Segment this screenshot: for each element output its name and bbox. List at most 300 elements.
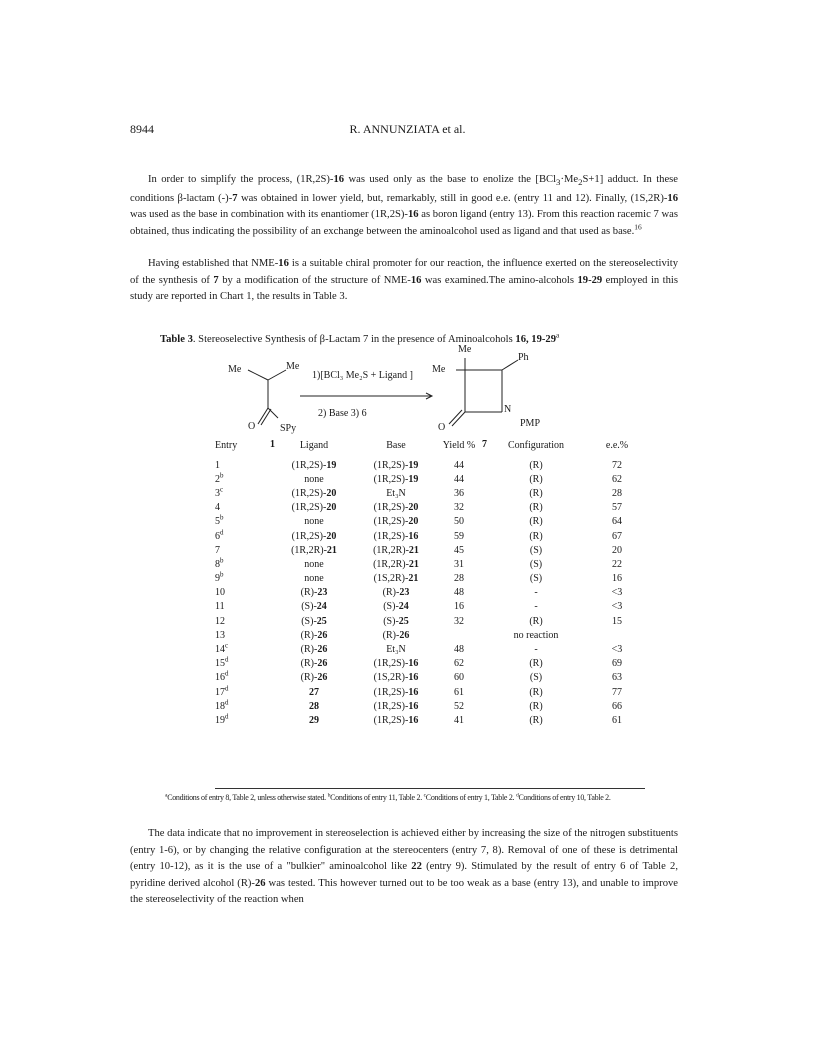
cell-configuration: - [534, 644, 538, 656]
cell-ee: <3 [611, 644, 623, 656]
step-1-reagents: 1)[BCl₃ Me₂S + Ligand ] [312, 370, 413, 381]
cell-yield: 48 [454, 644, 464, 656]
ligand-compound: 26 [317, 629, 328, 641]
cell-ligand [273, 529, 355, 543]
text: is a suitable chiral promoter for our reaction, the influence exerted on the stereoselectivity of the synthesis of [130, 258, 678, 286]
cell-base [355, 671, 437, 685]
product-compound-number: 7 [482, 439, 487, 450]
base-compound: 19 [408, 473, 419, 485]
col-header-entry: Entry [215, 440, 238, 451]
ligand-config: (R)- [300, 629, 318, 641]
cell-base [355, 628, 437, 642]
cell-yield: 59 [454, 530, 464, 542]
cell-base [355, 614, 437, 628]
text: S+1] adduct. In these conditions β-lactam (-)- [130, 174, 678, 204]
ligand-config: (S)- [301, 615, 317, 627]
base-config: (S)- [383, 601, 399, 613]
compound-ref: 7 [213, 274, 219, 286]
cell-ligand [273, 628, 355, 642]
base-config: (1R,2S)- [373, 473, 409, 485]
ligand-config: (1R,2R)- [291, 544, 327, 556]
cell-entry [215, 657, 273, 671]
cell-ee: 62 [612, 473, 622, 485]
footnote-text: Conditions of entry 8, Table 2, unless otherwise stated. [167, 793, 328, 802]
table-row [215, 699, 643, 713]
table-row [215, 515, 643, 529]
cell-entry [215, 529, 273, 543]
cell-ligand [273, 486, 355, 500]
text: employed in this study are reported in Chart 1, the results in Table 3. [130, 274, 678, 303]
cell-ligand [273, 458, 355, 472]
entry-number: 15 [215, 658, 225, 670]
table-row [215, 614, 643, 628]
ligand-compound: 29 [309, 714, 319, 726]
cell-ee: 57 [612, 502, 622, 514]
cell-entry [215, 614, 273, 628]
base-config: (1R,2S)- [373, 516, 409, 528]
cell-entry [215, 671, 273, 685]
table-row [215, 529, 643, 543]
cell-configuration: (R) [529, 530, 543, 542]
paragraph-2 [130, 256, 678, 306]
cell-ee: 20 [612, 544, 622, 556]
cell-base [355, 557, 437, 571]
cell-ligand [273, 713, 355, 727]
entry-number: 3 [215, 487, 220, 499]
ligand-compound: 25 [316, 615, 327, 627]
footnote-rule [215, 788, 645, 789]
cell-ee: 22 [612, 558, 622, 570]
paragraph-1 [130, 172, 678, 240]
cell-configuration: (R) [529, 459, 543, 471]
table-row [215, 501, 643, 515]
product-pmp: PMP [520, 418, 541, 429]
cell-ligand [273, 614, 355, 628]
caption-text: . Stereoselective Synthesis of β-Lactam 7 in the presence of Aminoalcohols [192, 334, 516, 345]
cell-entry [215, 472, 273, 486]
base-compound: 26 [399, 629, 410, 641]
cell-entry [215, 501, 273, 515]
running-header-author: R. ANNUNZIATA et al. [349, 122, 466, 136]
entry-footnote-mark: d [225, 670, 229, 679]
base-compound: 16 [408, 700, 419, 712]
ligand-compound: 28 [309, 700, 319, 712]
cell-ee: 66 [612, 700, 622, 712]
cell-yield: 44 [454, 473, 464, 485]
cell-configuration: (R) [529, 473, 543, 485]
ligand-config: (R)- [300, 672, 318, 684]
entry-number: 18 [215, 700, 225, 712]
compound-ref: 16 [278, 258, 289, 269]
entry-footnote-mark: b [220, 514, 224, 523]
compound-ref: 26 [254, 877, 266, 889]
cell-ligand [273, 515, 355, 529]
text: ·Me [560, 174, 579, 185]
cell-entry [215, 515, 273, 529]
results-table [215, 440, 643, 728]
caption-compound-refs: 16, 19-29 [515, 334, 557, 345]
page-number: 8944 [130, 122, 154, 136]
cell-base [355, 699, 437, 713]
product-methyl-left: Me [432, 364, 446, 375]
ligand-compound: 24 [316, 601, 327, 613]
cell-ligand [273, 671, 355, 685]
cell-base [355, 642, 437, 656]
cell-entry [215, 642, 273, 656]
cell-yield: 32 [454, 502, 464, 514]
ligand-compound: 19 [326, 459, 337, 471]
table-caption [160, 330, 560, 345]
base-config: Et₃N [386, 487, 406, 499]
footnote-text: Conditions of entry 11, Table 2. [330, 793, 424, 802]
ligand-config: (1R,2S)- [291, 459, 327, 471]
cell-entry [215, 699, 273, 713]
text: was used as the base in combination with its enantiomer (1R,2S)- [130, 209, 408, 221]
ligand-config: none [304, 558, 324, 570]
entry-number: 10 [215, 587, 225, 599]
cell-yield: 16 [454, 601, 464, 613]
table-label: Table 3 [160, 334, 193, 345]
compound-ref: 19-29 [577, 274, 603, 286]
compound-ref: 16 [410, 274, 422, 286]
entry-number: 5 [215, 516, 220, 528]
ligand-compound: 20 [326, 502, 337, 514]
cell-yield: 45 [454, 544, 464, 556]
cell-base [355, 543, 437, 557]
ligand-config: (1R,2S)- [291, 530, 327, 542]
sm-compound-number: 1 [270, 439, 275, 450]
base-compound: 16 [408, 530, 419, 542]
entry-footnote-mark: d [225, 684, 229, 693]
entry-number: 14 [215, 644, 225, 656]
ligand-compound: 26 [317, 644, 328, 656]
ligand-compound: 26 [317, 658, 328, 670]
col-header-ee: e.e.% [605, 440, 629, 451]
ligand-compound: 21 [326, 544, 337, 556]
cell-configuration: (R) [529, 487, 543, 499]
base-config: (1R,2S)- [373, 459, 409, 471]
base-config: (1R,2S)- [373, 530, 409, 542]
entry-number: 8 [215, 558, 220, 570]
sm-oxygen: O [248, 421, 256, 432]
ligand-config: (R)- [300, 644, 318, 656]
col-header-configuration: Configuration [507, 440, 565, 451]
cell-base [355, 458, 437, 472]
base-config: (S)- [383, 615, 399, 627]
cell-base [355, 515, 437, 529]
cell-entry [215, 628, 273, 642]
cell-entry [215, 685, 273, 699]
table-row [215, 458, 643, 472]
base-compound: 25 [398, 615, 409, 627]
cell-entry [215, 458, 273, 472]
ligand-compound: 26 [317, 672, 328, 684]
table-row [215, 600, 643, 614]
table-row [215, 671, 643, 685]
cell-yield: 41 [454, 714, 464, 726]
cell-configuration: (R) [529, 516, 543, 528]
base-config: (R)- [382, 587, 400, 599]
entry-footnote-mark: d [225, 698, 229, 707]
sm-spy: SPy [280, 423, 297, 434]
product-oxygen: O [438, 422, 446, 433]
table-row [215, 486, 643, 500]
table-row [215, 628, 643, 642]
paragraph-3 [130, 826, 678, 909]
base-config: (1R,2S)- [373, 502, 409, 514]
entry-footnote-mark: c [220, 485, 224, 494]
cell-base [355, 657, 437, 671]
text: was tested. This however turned out to be too weak as a base (entry 13), and unable to improve the stereoselectivity of the reaction when [130, 877, 678, 906]
table-header-row [215, 440, 643, 458]
entry-number: 16 [215, 672, 225, 684]
cell-entry [215, 586, 273, 600]
cell-entry [215, 543, 273, 557]
reference-superscript: 16 [634, 222, 642, 232]
ligand-compound: 27 [309, 686, 319, 698]
cell-ligand [273, 572, 355, 586]
text: was examined.The amino-alcohols [421, 274, 578, 286]
cell-yield: 62 [454, 658, 464, 670]
entry-footnote-mark: d [220, 528, 224, 537]
base-config: (1S,2R)- [373, 573, 409, 585]
subscript: 2 [578, 177, 583, 188]
cell-configuration: (R) [529, 714, 543, 726]
table-row [215, 657, 643, 671]
cell-entry [215, 557, 273, 571]
entry-footnote-mark: b [220, 570, 224, 579]
compound-ref: 16 [667, 192, 678, 204]
cell-yield: 44 [454, 459, 464, 471]
footnote-text: Conditions of entry 1, Table 2. [425, 793, 516, 802]
cell-yield: 28 [454, 573, 464, 585]
cell-ligand [273, 557, 355, 571]
cell-configuration: (R) [529, 502, 543, 514]
product-nitrogen: N [504, 404, 512, 415]
table-row [215, 543, 643, 557]
step-2-3-reagents: 2) Base 3) 6 [318, 408, 367, 419]
compound-ref: 22 [411, 861, 422, 873]
base-compound: 20 [408, 502, 419, 514]
base-compound: 21 [408, 573, 419, 585]
entry-number: 9 [215, 573, 220, 585]
col-header-base: Base [386, 440, 406, 451]
table-row [215, 685, 643, 699]
footnote-mark: d [515, 792, 519, 799]
base-config: Et₃N [386, 644, 406, 656]
base-config: (R)- [382, 629, 400, 641]
cell-entry [215, 600, 273, 614]
ligand-config: (1R,2S)- [291, 502, 327, 514]
product-methyl-top: Me [458, 344, 472, 355]
base-config: (1R,2S)- [373, 658, 409, 670]
cell-base [355, 572, 437, 586]
base-config: (1R,2S)- [373, 714, 409, 726]
entry-number: 6 [215, 530, 220, 542]
entry-number: 12 [215, 615, 225, 627]
cell-ligand [273, 685, 355, 699]
base-config: (1R,2R)- [373, 544, 409, 556]
cell-configuration: (R) [529, 658, 543, 670]
text: was used only as the base to enolize the [BCl [344, 174, 557, 185]
cell-configuration: no reaction [513, 629, 559, 641]
base-compound: 24 [398, 601, 409, 613]
cell-ligand [273, 586, 355, 600]
subscript: 3 [556, 177, 561, 188]
table-row [215, 586, 643, 600]
table-footnotes [165, 793, 611, 802]
sm-methyl-left: Me [228, 364, 242, 375]
cell-yield: 60 [454, 672, 464, 684]
cell-base [355, 529, 437, 543]
table-row [215, 557, 643, 571]
cell-configuration: (R) [529, 686, 543, 698]
entry-footnote-mark: c [225, 641, 229, 650]
cell-ligand [273, 642, 355, 656]
cell-yield: 32 [454, 615, 464, 627]
cell-base [355, 600, 437, 614]
col-header-yield: Yield % [442, 440, 476, 451]
compound-ref: 7 [232, 192, 238, 204]
cell-configuration: - [534, 601, 538, 613]
cell-ee: 16 [612, 573, 622, 585]
cell-yield: 52 [454, 700, 464, 712]
cell-yield: 48 [454, 587, 464, 599]
ligand-config: none [304, 573, 324, 585]
compound-ref: 16 [333, 174, 345, 185]
ligand-config: none [304, 516, 324, 528]
col-header-ligand: Ligand [299, 440, 329, 451]
entry-number: 2 [215, 473, 220, 485]
entry-footnote-mark: d [225, 655, 229, 664]
base-config: (1R,2S)- [373, 700, 409, 712]
cell-base [355, 501, 437, 515]
ligand-compound: 20 [326, 487, 337, 499]
cell-yield [437, 628, 481, 642]
cell-base [355, 713, 437, 727]
compound-ref: 16 [407, 209, 419, 221]
cell-configuration: (S) [529, 544, 543, 556]
entry-number: 7 [215, 544, 220, 556]
footnote-mark: c [423, 792, 426, 799]
cell-yield: 36 [454, 487, 464, 499]
ligand-compound: 23 [317, 587, 328, 599]
cell-yield: 61 [454, 686, 464, 698]
caption-footnote-mark: a [556, 330, 560, 340]
cell-base [355, 486, 437, 500]
base-compound: 21 [408, 558, 419, 570]
cell-configuration: (S) [529, 672, 543, 684]
entry-footnote-mark: b [220, 556, 224, 565]
entry-number: 4 [215, 502, 220, 514]
footnote-mark: b [327, 792, 331, 799]
cell-configuration: (R) [529, 615, 543, 627]
cell-configuration: - [534, 587, 538, 599]
ligand-compound: 20 [326, 530, 337, 542]
base-compound: 16 [408, 714, 419, 726]
cell-ee: <3 [611, 587, 623, 599]
ligand-config: none [304, 473, 324, 485]
cell-ee: 77 [612, 686, 622, 698]
ligand-config: (1R,2S)- [291, 487, 327, 499]
cell-ee: 61 [612, 714, 622, 726]
base-config: (1R,2R)- [373, 558, 409, 570]
ligand-config: (S)- [301, 601, 317, 613]
entry-footnote-mark: d [225, 712, 229, 721]
cell-configuration: (S) [529, 573, 543, 585]
cell-entry [215, 572, 273, 586]
sm-methyl-right: Me [286, 361, 300, 372]
entry-number: 1 [215, 459, 220, 471]
cell-ee: 69 [612, 658, 622, 670]
table-row [215, 572, 643, 586]
product-phenyl: Ph [518, 352, 529, 363]
cell-ee: 67 [612, 530, 622, 542]
base-compound: 16 [408, 686, 419, 698]
text: In order to simplify the process, (1R,2S)- [148, 174, 334, 185]
cell-ee [591, 628, 643, 642]
base-compound: 19 [408, 459, 419, 471]
cell-ligand [273, 699, 355, 713]
cell-ee: 28 [612, 487, 622, 499]
footnote-text: Conditions of entry 10, Table 2. [518, 793, 611, 802]
entry-number: 11 [215, 601, 225, 613]
cell-ligand [273, 657, 355, 671]
base-compound: 16 [408, 658, 419, 670]
cell-ligand [273, 501, 355, 515]
cell-ligand [273, 543, 355, 557]
footnote-mark: a [165, 792, 168, 799]
cell-base [355, 685, 437, 699]
cell-yield: 50 [454, 516, 464, 528]
cell-entry [215, 486, 273, 500]
text: was obtained in lower yield, but, remarkably, still in good e.e. (entry 11 and 12). Finally, (1S,2R)- [237, 192, 668, 204]
table-row [215, 642, 643, 656]
ligand-config: (R)- [300, 587, 318, 599]
cell-yield: 31 [454, 558, 464, 570]
cell-ee: 64 [612, 516, 622, 528]
cell-ligand [273, 600, 355, 614]
text: as boron ligand (entry 13). From this reaction racemic 7 was obtained, thus indicating the possibility of an exchange between the aminoalcohol used as ligand and that used as base. [130, 209, 678, 237]
cell-entry [215, 713, 273, 727]
base-compound: 20 [408, 516, 419, 528]
base-config: (1S,2R)- [373, 672, 409, 684]
cell-ligand [273, 472, 355, 486]
ligand-config: (R)- [300, 658, 318, 670]
entry-footnote-mark: b [220, 471, 224, 480]
base-compound: 23 [399, 587, 410, 599]
cell-base [355, 472, 437, 486]
cell-ee: 63 [612, 672, 622, 684]
cell-configuration: (R) [529, 700, 543, 712]
entry-number: 17 [215, 686, 225, 698]
cell-ee: <3 [611, 601, 623, 613]
table-row [215, 713, 643, 727]
text: by a modification of the structure of NME- [218, 274, 411, 286]
base-compound: 21 [408, 544, 419, 556]
base-compound: 16 [408, 672, 419, 684]
cell-ee: 15 [612, 615, 622, 627]
base-config: (1R,2S)- [373, 686, 409, 698]
text: Having established that NME- [148, 258, 279, 269]
cell-ee: 72 [612, 459, 622, 471]
table-row [215, 472, 643, 486]
text: The data indicate that no improvement in stereoselection is achieved either by increasing the size of the nitrogen substituents (entry 1-6), or by changing the relative configuration at the stereocenters (entry 7, 8). Removal of one of these is detrimental (entry 10-12), as it is the use of a "bulkier" aminoalcohol like [130, 828, 678, 873]
entry-number: 13 [215, 629, 225, 641]
cell-base [355, 586, 437, 600]
entry-number: 19 [215, 714, 225, 726]
cell-configuration: (S) [529, 558, 543, 570]
